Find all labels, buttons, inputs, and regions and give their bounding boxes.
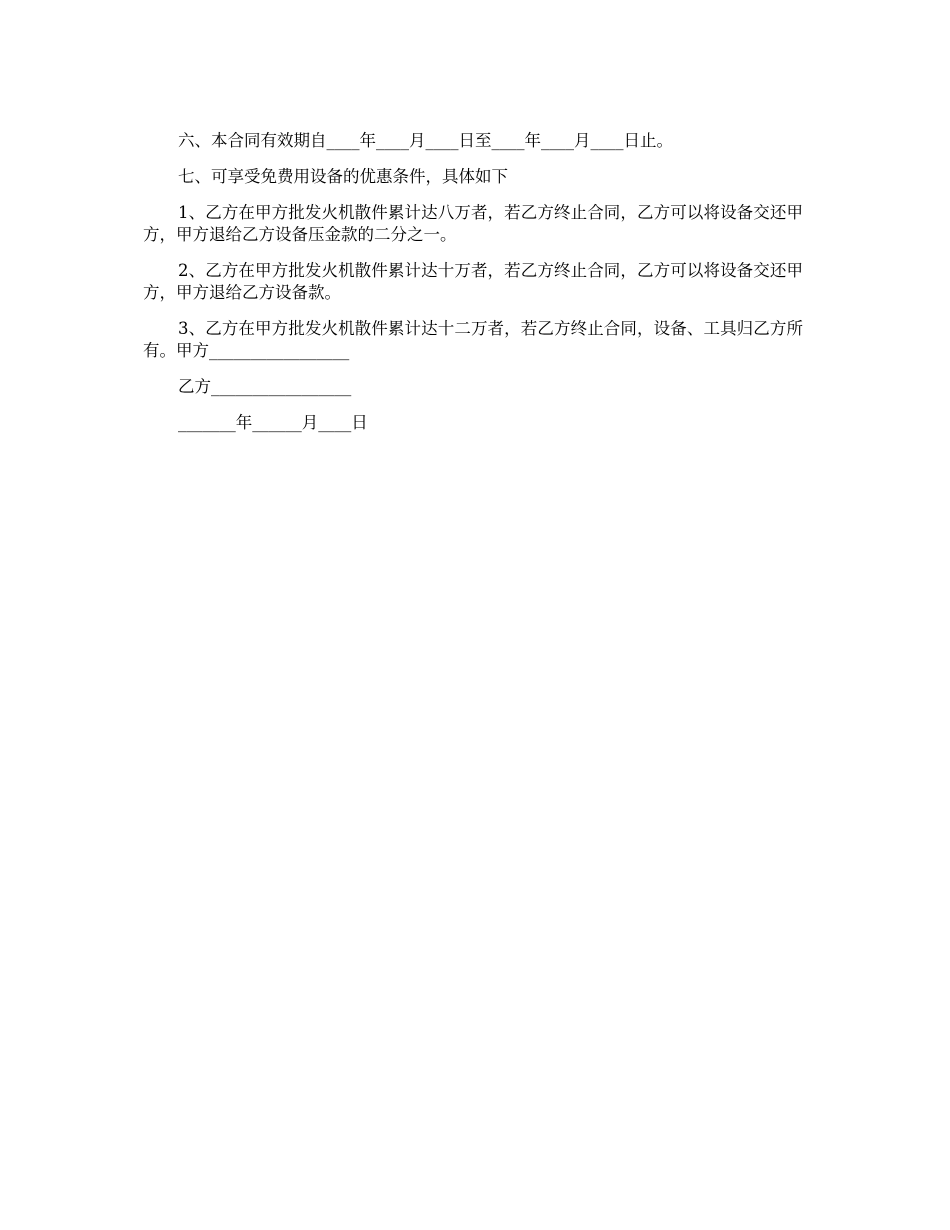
party-b-signature: 乙方_________________ bbox=[178, 377, 352, 396]
document-body bbox=[143, 130, 803, 448]
clause-validity-period: 六、本合同有效期自____年____月____日至____年____月____日止。 bbox=[178, 131, 673, 150]
condition-item-3-party-a-signature: 3、乙方在甲方批发火机散件累计达十二万者，若乙方终止合同，设备、工具归乙方所有。甲方_________________ bbox=[143, 319, 803, 360]
signing-date: _______年______月____日 bbox=[178, 413, 368, 432]
condition-item-2: 2、乙方在甲方批发火机散件累计达十万者，若乙方终止合同，乙方可以将设备交还甲方，甲方退给乙方设备款。 bbox=[143, 261, 803, 302]
clause-free-equipment-conditions: 七、可享受免费用设备的优惠条件，具体如下 bbox=[178, 167, 508, 186]
condition-item-1: 1、乙方在甲方批发火机散件累计达八万者，若乙方终止合同，乙方可以将设备交还甲方，甲方退给乙方设备压金款的二分之一。 bbox=[143, 203, 803, 244]
